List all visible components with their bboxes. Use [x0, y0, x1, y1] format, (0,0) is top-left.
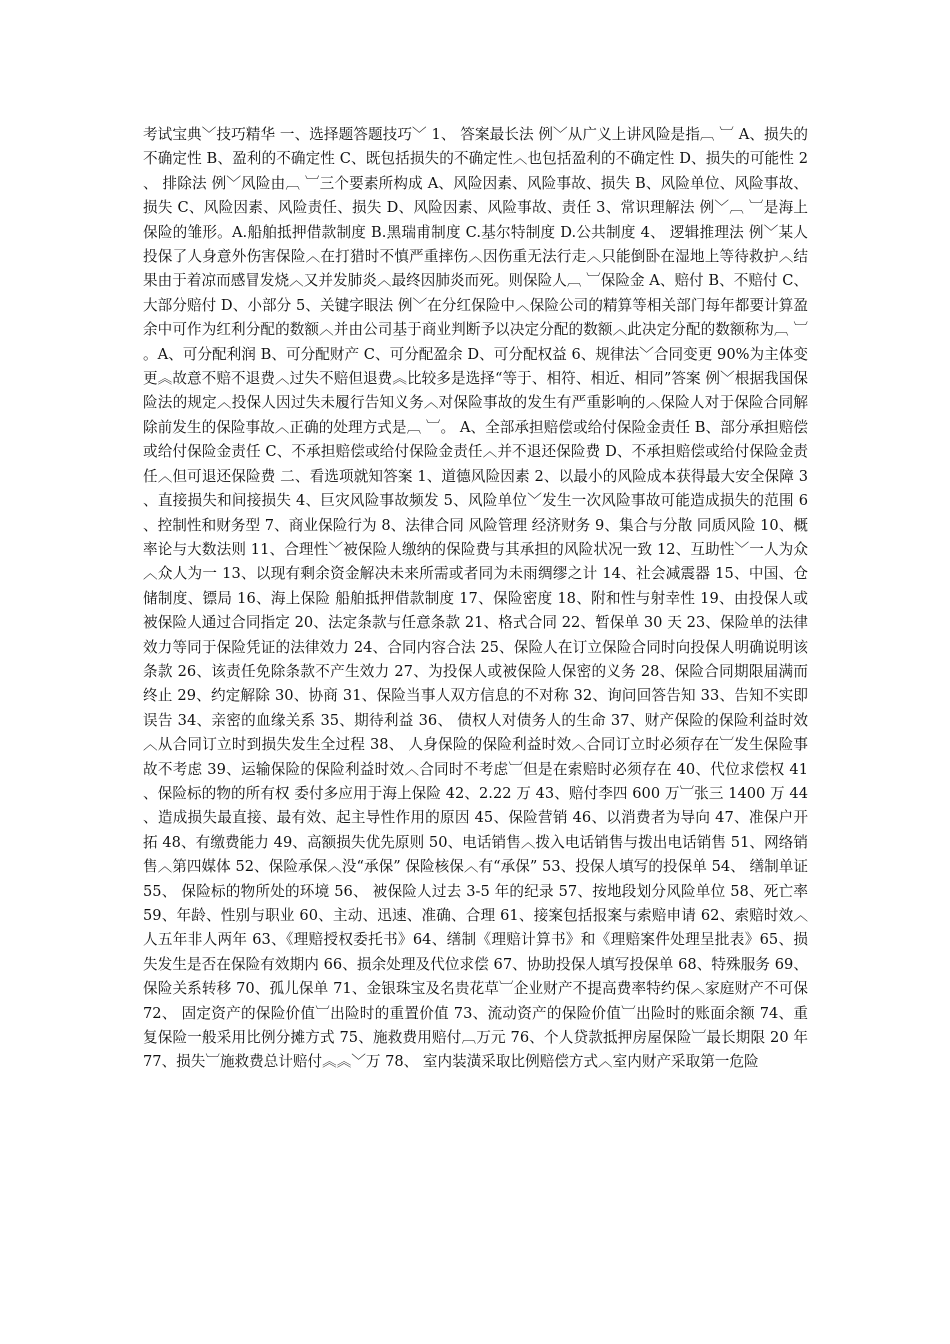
document-body-text: 考试宝典﹀技巧精华 一、选择题答题技巧﹀ 1、 答案最长法 例﹀从广义上讲风险是指︹ ︺ A、损失的不确定性 B、盈利的不确定性 C、既包括损失的不确定性︿也包括盈利的不确定性 D、损失的可能性 2、 排除法 例﹀风险由︹ ︺三个要素所构成 A、风险因素、风险事故、损失 B、风险单位、风险事故、损失 C、风险因素、风险责任、损失 D、风险因素、风险事故、责任 3、常识理解法 例﹀︹ ︺是海上保险的雏形。A.船舶抵押借款制度 B.黑瑞甫制度 C.基尔特制度 D.公共制度 4、 逻辑推理法 例﹀某人投保了人身意外伤害保险︿在打猎时不慎严重摔伤︿因伤重无法行走︿只能倒卧在湿地上等待救护︿结果由于着凉而感冒发烧︿又并发肺炎︿最终因肺炎而死。则保险人︹ ︺保险金 A、赔付 B、不赔付 C、大部分赔付 D、小部分 5、关键字眼法 例﹀在分红保险中︿保险公司的精算等相关部门每年都要计算盈余中可作为红利分配的数额︿并由公司基于商业判断予以决定分配的数额︿此决定分配的数额称为︹ ︺。A、可分配利润 B、可分配财产 C、可分配盈余 D、可分配权益 6、规律法﹀合同变更 90%为主体变更︽故意不赔不退费︿过失不赔但退费︽比较多是选择“等于、相符、相近、相同”答案 例﹀根据我国保险法的规定︿投保人因过失未履行告知义务︿对保险事故的发生有严重影响的︿保险人对于保险合同解除前发生的保险事故︿正确的处理方式是︹ ︺。 A、全部承担赔偿或给付保险金责任 B、部分承担赔偿或给付保险金责任 C、不承担赔偿或给付保险金责任︿并不退还保险费 D、不承担赔偿或给付保险金责任︿但可退还保险费 二、看选项就知答案 1、道德风险因素 2、以最小的风险成本获得最大安全保障 3、直接损失和间接损失 4、巨灾风险事故频发 5、风险单位﹀发生一次风险事故可能造成损失的范围 6、控制性和财务型 7、商业保险行为 8、法律合同 风险管理 经济财务 9、集合与分散 同质风险 10、概率论与大数法则 11、合理性﹀被保险人缴纳的保险费与其承担的风险状况一致 12、互助性﹀一人为众︿众人为一 13、以现有剩余资金解决未来所需或者同为未雨绸缪之计 14、社会减震器 15、中国、仓储制度、镖局 16、海上保险 船舶抵押借款制度 17、保险密度 18、附和性与射幸性 19、由投保人或被保险人通过合同指定 20、法定条款与任意条款 21、格式合同 22、暂保单 30 天 23、保险单的法律效力等同于保险凭证的法律效力 24、合同内容合法 25、保险人在订立保险合同时向投保人明确说明该条款 26、该责任免除条款不产生效力 27、为投保人或被保险人保密的义务 28、保险合同期限届满而终止 29、约定解除 30、协商 31、保险当事人双方信息的不对称 32、询问回答告知 33、告知不实即误告 34、亲密的血缘关系 35、期待利益 36、 债权人对债务人的生命 37、财产保险的保险利益时效︿从合同订立时到损失发生全过程 38、 人身保险的保险利益时效︿合同订立时必须存在︺发生保险事故不考虑 39、运输保险的保险利益时效︿合同时不考虑︺但是在索赔时必须存在 40、代位求偿权 41、保险标的物的所有权 委付多应用于海上保险 42、2.22 万 43、赔付李四 600 万︺张三 1400 万 44、造成损失最直接、最有效、起主导性作用的原因 45、保险营销 46、以消费者为导向 47、准保户开拓 48、有缴费能力 49、高额损失优先原则 50、电话销售︿拨入电话销售与拨出电话销售 51、网络销售︿第四媒体 52、保险承保︿没“承保” 保险核保︿有“承保” 53、投保人填写的投保单 54、 缮制单证 55、 保险标的物所处的环境 56、 被保险人过去 3-5 年的纪录 57、按地段划分风险单位 58、死亡率 59、年龄、性别与职业 60、主动、迅速、准确、合理 61、接案包括报案与索赔申请 62、索赔时效︿人五年非人两年 63、《理赔授权委托书》64、缮制《理赔计算书》和《理赔案件处理呈批表》65、损失发生是否在保险有效期内 66、损余处理及代位求偿 67、协助投保人填写投保单 68、特殊服务 69、保险关系转移 70、孤儿保单 71、金银珠宝及名贵花草︺企业财产不提高费率特约保︿家庭财产不可保 72、 固定资产的保险价值︺出险时的重置价值 73、流动资产的保险价值︺出险时的账面余额 74、重复保险一般采用比例分摊方式 75、施救费用赔付︹万元 76、个人贷款抵押房屋保险︺最长期限 20 年 77、损失︺施救费总计赔付︽︽﹀万 78、 室内装潢采取比例赔偿方式︿室内财产采取第一危险: [143, 126, 808, 1071]
